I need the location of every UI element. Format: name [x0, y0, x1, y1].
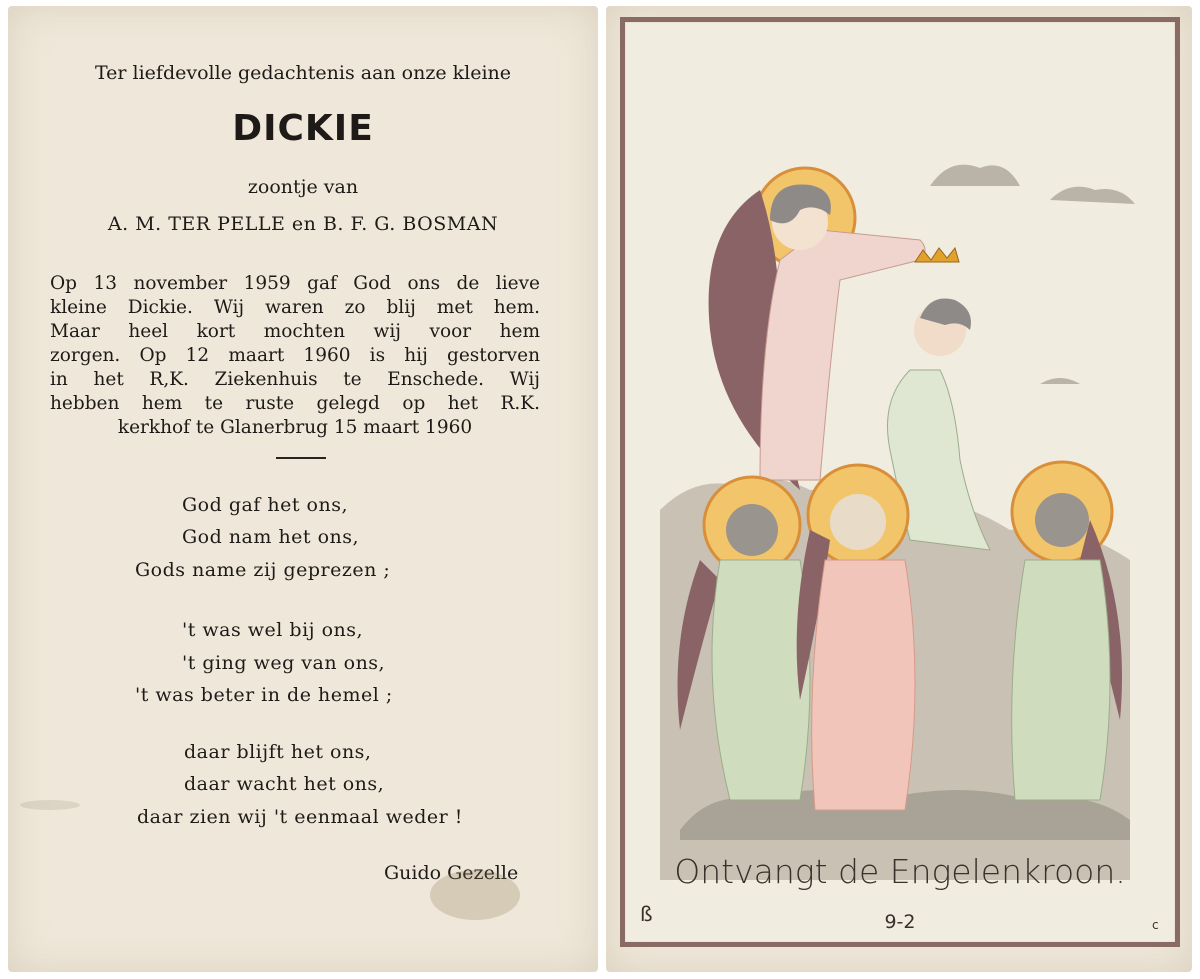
angel-robe: [1012, 560, 1110, 800]
angel-robe: [712, 560, 810, 800]
poem-line: 't was wel bij ons,: [182, 619, 364, 641]
card-code: 9-2: [884, 911, 916, 933]
poem-line: daar blijft het ons,: [184, 741, 372, 763]
poem-author: Guido Gezelle: [384, 862, 519, 884]
poem-line: Gods name zij geprezen ;: [135, 559, 391, 581]
paragraph-line: in het R,K. Ziekenhuis te Enschede. Wij: [50, 369, 540, 390]
publisher-mark: ß: [640, 902, 653, 926]
poem-line: daar zien wij 't eenmaal weder !: [137, 806, 463, 828]
illustration-caption: Ontvangt de Engelenkroon.: [674, 852, 1126, 891]
angel-head: [1035, 493, 1089, 547]
angel-head: [726, 504, 778, 556]
poem-line: God nam het ons,: [182, 526, 360, 548]
paragraph-line: hebben hem te ruste gelegd op het R.K.: [50, 393, 540, 414]
angel-robe: [812, 560, 915, 810]
angel-head: [830, 494, 886, 550]
son-of-text: zoontje van: [247, 176, 359, 198]
paragraph-line: zorgen. Op 12 maart 1960 is hij gestorven: [50, 345, 540, 366]
poem-line: daar wacht het ons,: [184, 773, 385, 795]
paragraph-line: Op 13 november 1959 gaf God ons de lieve: [50, 273, 540, 294]
poem-line: God gaf het ons,: [182, 494, 349, 516]
intro-text: Ter liefdevolle gedachtenis aan onze kleine: [94, 62, 512, 84]
poem-line: 't ging weg van ons,: [182, 652, 386, 674]
deceased-name: DICKIE: [232, 108, 374, 149]
poem-line: 't was beter in de hemel ;: [135, 684, 393, 706]
paragraph-line: kleine Dickie. Wij waren zo blij met hem.: [50, 297, 540, 318]
paragraph-line: Maar heel kort mochten wij voor hem: [50, 321, 540, 342]
parents-names: A. M. TER PELLE en B. F. G. BOSMAN: [107, 213, 499, 235]
copyright-mark: c: [1152, 918, 1159, 932]
paragraph-line: kerkhof te Glanerbrug 15 maart 1960: [117, 417, 473, 438]
